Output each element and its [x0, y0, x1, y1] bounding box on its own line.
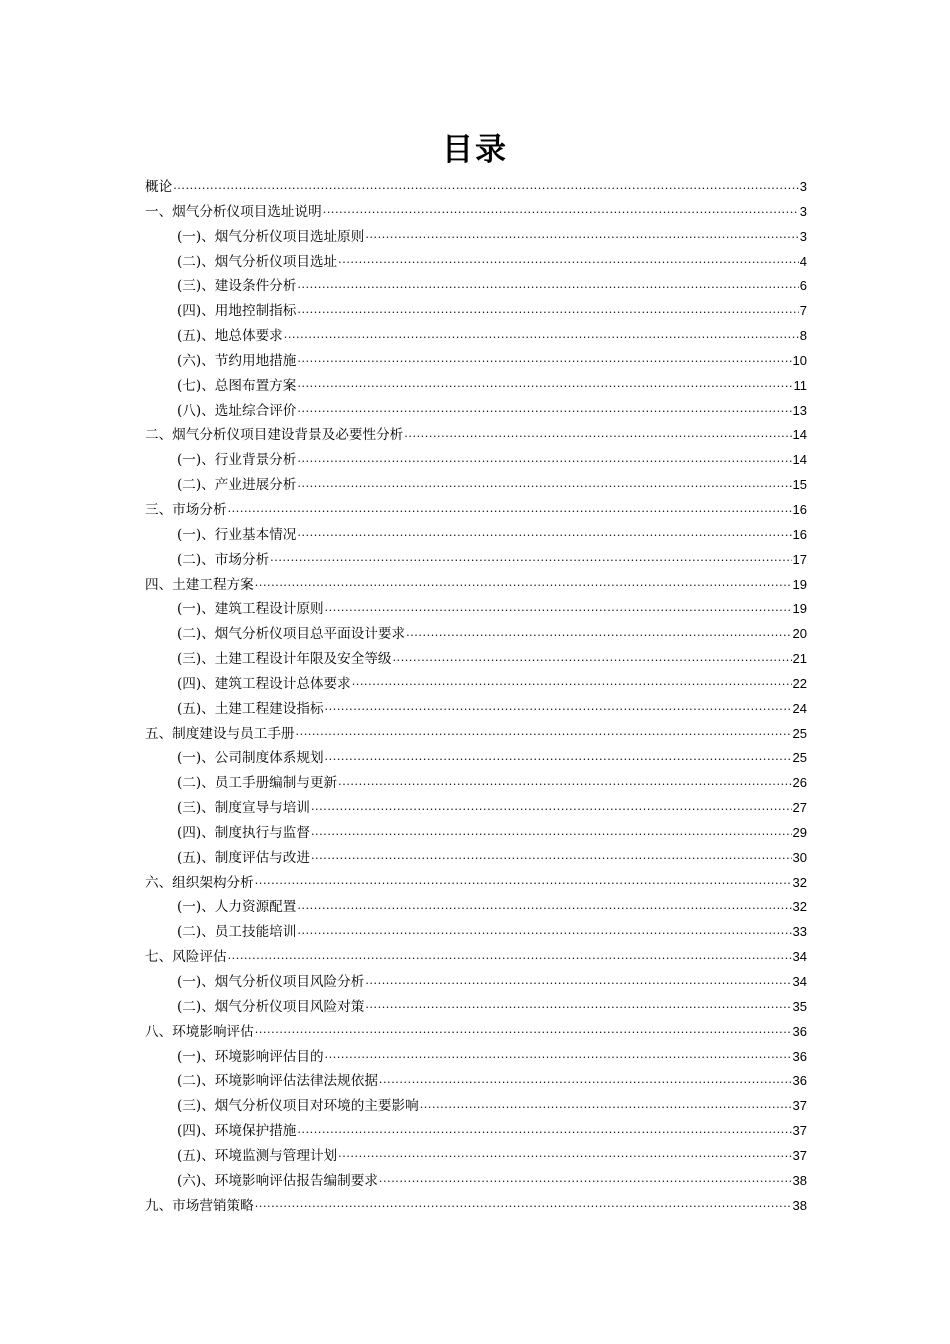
toc-entry-title: (五)、环境监测与管理计划 [177, 1147, 338, 1164]
toc-entry-title: (四)、用地控制指标 [177, 303, 297, 320]
toc-page-number: 3 [799, 228, 807, 244]
toc-page-number: 38 [792, 1172, 807, 1188]
toc-dot-leader [325, 1053, 792, 1065]
toc-section-entry[interactable] [145, 1194, 807, 1219]
toc-page-number: 19 [792, 576, 807, 592]
toc-subsection-entry[interactable] [145, 846, 807, 871]
toc-dot-leader [255, 1028, 792, 1040]
toc-page-number: 37 [792, 1098, 807, 1114]
toc-dot-leader [325, 606, 792, 618]
toc-dot-leader [297, 929, 791, 941]
toc-entry-title: (一)、建筑工程设计原则 [177, 601, 324, 618]
toc-entry-title: (二)、产业进展分析 [177, 477, 297, 494]
toc-entry-title: 七、风险评估 [145, 949, 227, 966]
toc-page-number: 3 [799, 179, 807, 194]
toc-section-entry[interactable] [145, 200, 807, 225]
toc-subsection-entry[interactable] [145, 697, 807, 722]
toc-dot-leader [338, 258, 799, 270]
toc-subsection-entry[interactable] [145, 349, 807, 374]
toc-entry-title: (一)、人力资源配置 [177, 899, 297, 916]
toc-subsection-entry[interactable] [145, 523, 807, 548]
toc-entry-title: (一)、公司制度体系规划 [177, 750, 324, 767]
toc-dot-leader [297, 457, 791, 469]
toc-dot-leader [297, 904, 791, 916]
toc-page-number: 27 [792, 800, 807, 816]
toc-subsection-entry[interactable] [145, 225, 807, 250]
toc-page-number: 32 [792, 899, 807, 915]
toc-dot-leader [255, 581, 792, 593]
toc-page-number: 3 [799, 203, 807, 219]
toc-subsection-entry[interactable] [145, 746, 807, 771]
toc-dot-leader [297, 382, 792, 394]
toc-dot-leader [365, 1003, 791, 1015]
toc-dot-leader [352, 680, 792, 692]
toc-page-number: 11 [793, 377, 807, 393]
toc-entry-title: (三)、烟气分析仪项目对环境的主要影响 [177, 1098, 419, 1115]
toc-subsection-entry[interactable] [145, 250, 807, 275]
toc-entry-title: 五、制度建设与员工手册 [145, 725, 295, 742]
toc-page-number: 36 [792, 1023, 807, 1039]
toc-entry-title: (三)、土建工程设计年限及安全等级 [177, 651, 392, 668]
toc-page-number: 15 [792, 477, 807, 493]
toc-entry-title: (一)、行业基本情况 [177, 526, 297, 543]
toc-entry-title: (一)、环境影响评估目的 [177, 1048, 324, 1065]
toc-dot-leader [393, 655, 792, 667]
toc-subsection-entry[interactable] [145, 274, 807, 299]
toc-entry-title: 六、组织架构分析 [145, 874, 254, 891]
toc-entry-title: 八、环境影响评估 [145, 1023, 254, 1040]
toc-entry-title: (三)、建设条件分析 [177, 278, 297, 295]
toc-dot-leader [420, 1103, 792, 1115]
table-of-contents [145, 175, 807, 1218]
toc-page-number: 19 [792, 601, 807, 617]
toc-page-number: 37 [792, 1147, 807, 1163]
toc-dot-leader [297, 531, 791, 543]
toc-entry-title: (四)、制度执行与监督 [177, 824, 310, 841]
toc-dot-leader [297, 283, 798, 295]
toc-page-number: 26 [792, 775, 807, 791]
toc-subsection-entry[interactable] [145, 1094, 807, 1119]
toc-page-number: 37 [792, 1123, 807, 1139]
toc-page-number: 25 [792, 750, 807, 766]
toc-dot-leader [404, 432, 791, 444]
toc-entry-title: 九、市场营销策略 [145, 1197, 254, 1214]
toc-page-number: 34 [792, 974, 807, 989]
toc-dot-leader [270, 556, 791, 568]
toc-subsection-entry[interactable] [145, 374, 807, 399]
toc-section-entry[interactable] [145, 573, 807, 598]
toc-page-number: 33 [792, 924, 807, 940]
toc-entry-title: (二)、市场分析 [177, 551, 270, 568]
toc-subsection-entry[interactable] [145, 1069, 807, 1094]
toc-entry-title: (四)、环境保护措施 [177, 1123, 297, 1140]
toc-page-number: 21 [792, 651, 807, 667]
toc-dot-leader [228, 506, 792, 518]
toc-dot-leader [255, 1202, 792, 1214]
toc-page-number: 6 [799, 278, 807, 294]
toc-dot-leader [284, 332, 799, 344]
toc-section-entry[interactable] [145, 871, 807, 896]
toc-subsection-entry[interactable] [145, 920, 807, 945]
toc-page-number: 4 [799, 253, 807, 269]
toc-dot-leader [379, 1078, 792, 1090]
toc-section-entry[interactable] [145, 1020, 807, 1045]
toc-subsection-entry[interactable] [145, 647, 807, 672]
toc-page-number: 38 [792, 1197, 807, 1213]
toc-subsection-entry[interactable] [145, 473, 807, 498]
toc-entry-title: (一)、行业背景分析 [177, 452, 297, 469]
toc-entry-title: (八)、选址综合评价 [177, 402, 297, 419]
toc-entry-title: (五)、制度评估与改进 [177, 849, 310, 866]
toc-entry-title: 概论 [145, 179, 173, 195]
toc-subsection-entry[interactable] [145, 1144, 807, 1169]
toc-subsection-entry[interactable] [145, 970, 807, 995]
toc-entry-title: (七)、总图布置方案 [177, 377, 297, 394]
toc-subsection-entry[interactable] [145, 324, 807, 349]
toc-subsection-entry[interactable] [145, 1169, 807, 1194]
toc-section-entry[interactable] [145, 945, 807, 970]
toc-subsection-entry[interactable] [145, 448, 807, 473]
toc-page-number: 10 [792, 352, 807, 368]
toc-title: 目录 [442, 132, 508, 168]
toc-section-entry[interactable] [145, 423, 807, 448]
toc-subsection-entry[interactable] [145, 399, 807, 424]
toc-dot-leader [311, 805, 792, 817]
toc-page-number: 36 [792, 1073, 807, 1089]
toc-dot-leader [338, 1152, 791, 1164]
toc-subsection-entry[interactable] [145, 796, 807, 821]
toc-page-number: 35 [792, 998, 807, 1014]
toc-section-entry[interactable] [145, 175, 807, 200]
toc-entry-title: (五)、土建工程建设指标 [177, 700, 324, 717]
toc-dot-leader [325, 755, 792, 767]
toc-page-number: 22 [792, 675, 807, 691]
toc-subsection-entry[interactable] [145, 995, 807, 1020]
toc-subsection-entry[interactable] [145, 1045, 807, 1070]
toc-subsection-entry[interactable] [145, 548, 807, 573]
toc-entry-title: (二)、环境影响评估法律法规依据 [177, 1073, 378, 1090]
toc-page-number: 16 [792, 526, 807, 542]
toc-dot-leader [406, 631, 791, 643]
toc-entry-title: 一、烟气分析仪项目选址说明 [145, 203, 322, 220]
toc-dot-leader [325, 705, 792, 717]
toc-entry-title: (四)、建筑工程设计总体要求 [177, 675, 351, 692]
toc-page-number: 14 [792, 452, 807, 468]
toc-dot-leader [323, 208, 799, 220]
toc-dot-leader [365, 233, 798, 245]
toc-dot-leader [296, 730, 792, 742]
toc-subsection-entry[interactable] [145, 299, 807, 324]
toc-dot-leader [173, 183, 799, 195]
toc-page-number: 36 [792, 1048, 807, 1064]
toc-subsection-entry[interactable] [145, 622, 807, 647]
toc-subsection-entry[interactable] [145, 821, 807, 846]
toc-page-number: 13 [792, 402, 807, 418]
toc-section-entry[interactable] [145, 498, 807, 523]
toc-entry-title: (三)、制度宣导与培训 [177, 800, 310, 817]
toc-entry-title: (二)、员工手册编制与更新 [177, 775, 338, 792]
toc-section-entry[interactable] [145, 722, 807, 747]
toc-page-number: 7 [799, 303, 807, 319]
toc-dot-leader [297, 482, 791, 494]
toc-dot-leader [297, 357, 791, 369]
toc-dot-leader [365, 978, 791, 990]
toc-page-number: 29 [792, 824, 807, 840]
toc-subsection-entry[interactable] [145, 771, 807, 796]
toc-dot-leader [338, 780, 791, 792]
toc-dot-leader [297, 1127, 791, 1139]
toc-page-number: 20 [792, 626, 807, 642]
toc-dot-leader [297, 407, 791, 419]
toc-page-number: 16 [792, 501, 807, 517]
toc-entry-title: (六)、节约用地措施 [177, 352, 297, 369]
toc-entry-title: (二)、烟气分析仪项目总平面设计要求 [177, 626, 406, 643]
toc-dot-leader [379, 1177, 792, 1189]
toc-entry-title: 四、土建工程方案 [145, 576, 254, 593]
toc-entry-title: (二)、烟气分析仪项目选址 [177, 253, 338, 270]
toc-subsection-entry[interactable] [145, 895, 807, 920]
toc-dot-leader [311, 854, 792, 866]
toc-page-number: 30 [792, 849, 807, 865]
toc-dot-leader [228, 954, 792, 966]
toc-page-number: 34 [792, 949, 807, 965]
toc-entry-title: (一)、烟气分析仪项目选址原则 [177, 228, 365, 245]
toc-entry-title: (一)、烟气分析仪项目风险分析 [177, 974, 365, 990]
toc-dot-leader [311, 829, 792, 841]
toc-entry-title: (五)、地总体要求 [177, 328, 283, 345]
toc-page-number: 17 [792, 551, 807, 567]
toc-entry-title: (二)、员工技能培训 [177, 924, 297, 941]
toc-entry-title: (二)、烟气分析仪项目风险对策 [177, 998, 365, 1015]
toc-entry-title: (六)、环境影响评估报告编制要求 [177, 1172, 378, 1189]
toc-page-number: 25 [792, 725, 807, 741]
toc-page-number: 32 [792, 874, 807, 890]
toc-subsection-entry[interactable] [145, 1119, 807, 1144]
toc-entry-title: 二、烟气分析仪项目建设背景及必要性分析 [145, 427, 404, 444]
toc-page-number: 24 [792, 700, 807, 716]
toc-page-number: 14 [792, 427, 807, 443]
toc-entry-title: 三、市场分析 [145, 501, 227, 518]
toc-subsection-entry[interactable] [145, 672, 807, 697]
toc-subsection-entry[interactable] [145, 597, 807, 622]
toc-dot-leader [255, 879, 792, 891]
toc-page-number: 8 [799, 328, 807, 344]
toc-dot-leader [297, 308, 798, 320]
